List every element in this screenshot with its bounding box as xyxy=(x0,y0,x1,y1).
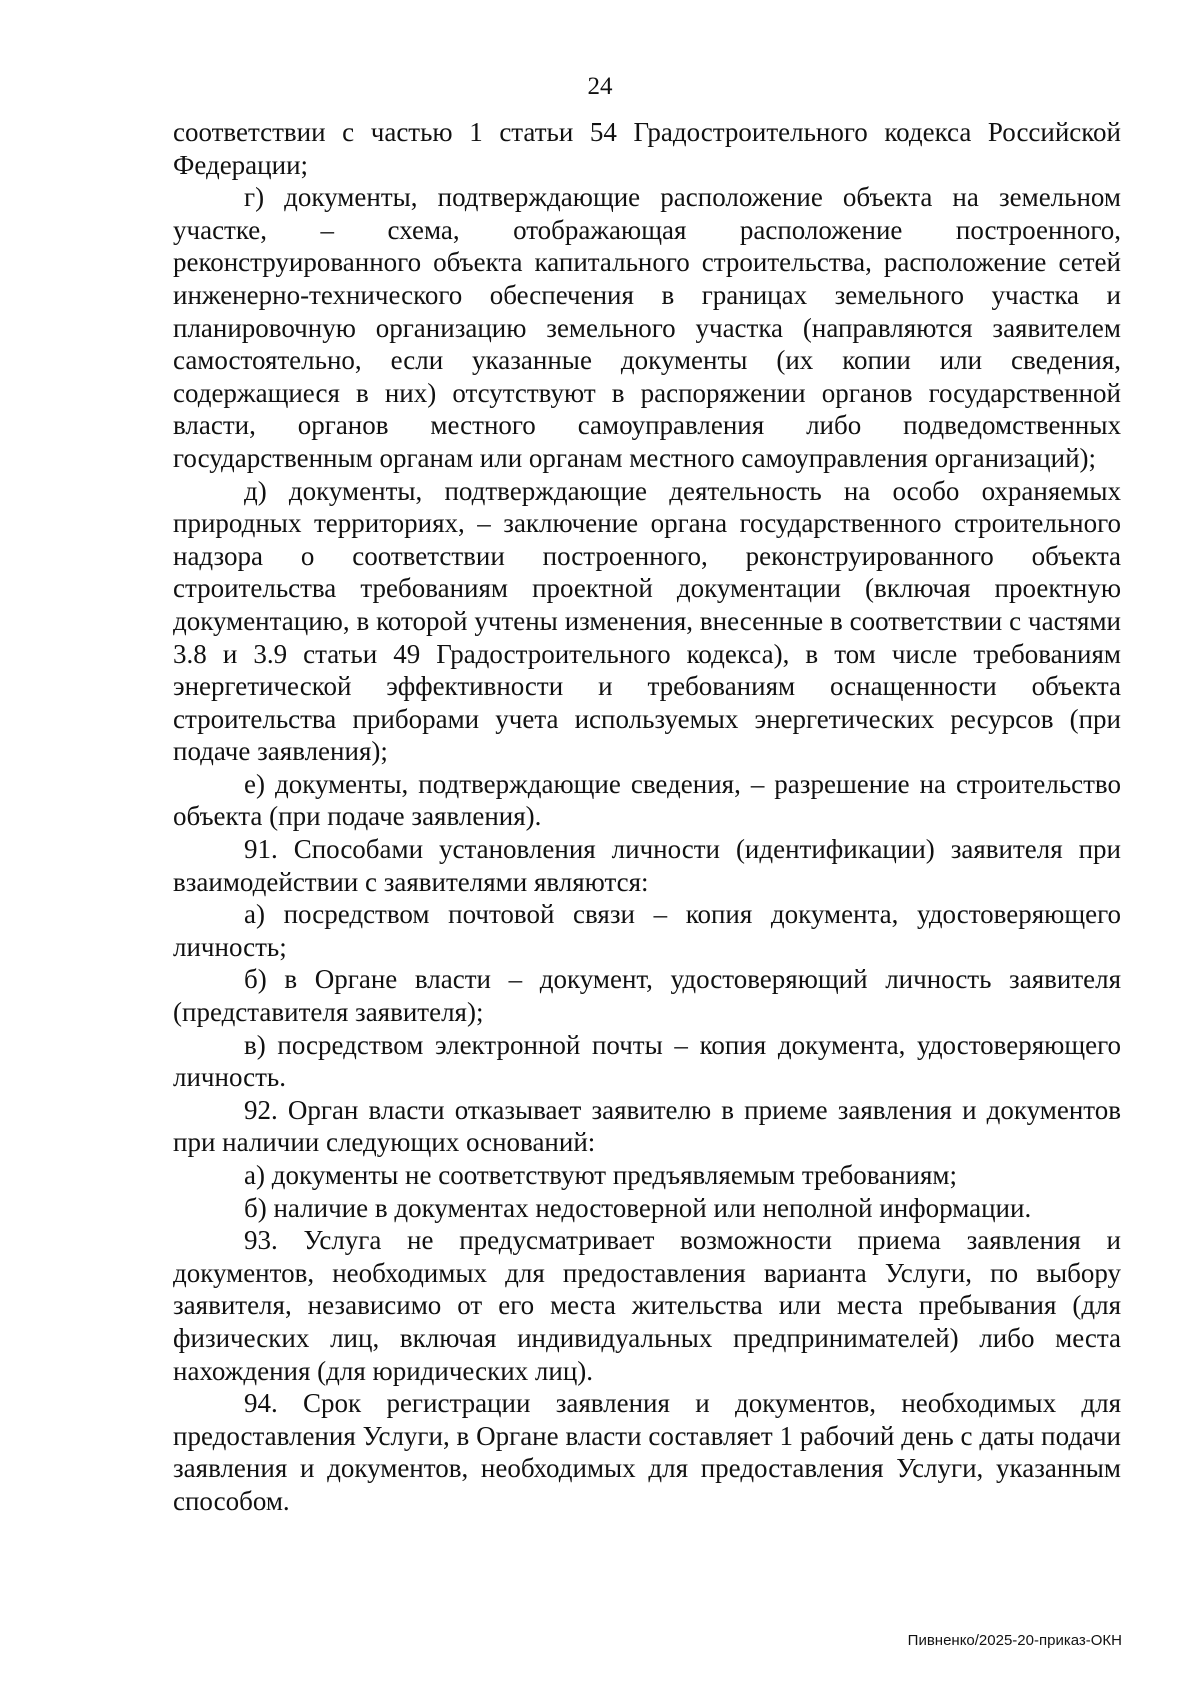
document-footer-code: Пивненко/2025-20-приказ-ОКН xyxy=(907,1632,1122,1649)
paragraph-92: 92. Орган власти отказывает заявителю в приеме заявления и документов при наличии следующих оснований: xyxy=(173,1094,1121,1158)
paragraph-92-b: б) наличие в документах недостоверной или неполной информации. xyxy=(244,1192,1032,1223)
paragraph-item-d: д) документы, подтверждающие деятельность на особо охраняемых природных территориях, – заключение органа государственного строительного надзора о соответствии построенного, реконструированного объекта строительства требованиям проектной документации (включая проектную документацию, в которой учтены изменения, внесенные в соответствии с частями 3.8 и 3.9 статьи 49 Градостроительного кодекса), в том числе требованиям энергетической эффективности и требованиям оснащенности объекта строительства приборами учета используемых энергетических ресурсов (при подаче заявления); xyxy=(173,475,1121,767)
document-body xyxy=(173,116,1121,1518)
paragraph-91-b: б) в Органе власти – документ, удостоверяющий личность заявителя (представителя заявителя); xyxy=(173,964,1121,1028)
paragraph-91: 91. Способами установления личности (идентификации) заявителя при взаимодействии с заявителями являются: xyxy=(173,834,1121,897)
paragraph-91-a: а) посредством почтовой связи – копия документа, удостоверяющего личность; xyxy=(173,899,1121,962)
paragraph-93: 93. Услуга не предусматривает возможности приема заявления и документов, необходимых для предоставления варианта Услуги, по выбору заявителя, независимо от его места жительства или места пребывания (для физических лиц, включая индивидуальных предпринимателей) либо места нахождения (для юридических лиц). xyxy=(173,1225,1121,1386)
paragraph-94: 94. Срок регистрации заявления и документов, необходимых для предоставления Услуги, в Органе власти составляет 1 рабочий день с даты подачи заявления и документов, необходимых для предоставления Услуги, указанным способом. xyxy=(173,1388,1121,1516)
paragraph-continuation: соответствии с частью 1 статьи 54 Градостроительного кодекса Российской Федерации; xyxy=(173,117,1121,180)
paragraph-91-v: в) посредством электронной почты – копия документа, удостоверяющего личность. xyxy=(173,1029,1121,1093)
paragraph-92-a: а) документы не соответствуют предъявляемым требованиям; xyxy=(244,1160,957,1190)
paragraph-item-e: е) документы, подтверждающие сведения, – разрешение на строительство объекта (при подаче заявления). xyxy=(173,768,1121,832)
paragraph-item-g: г) документы, подтверждающие расположение объекта на земельном участке, – схема, отображающая расположение построенного, реконструированного объекта капитального строительства, расположение сетей инженерно-технического обеспечения в границах земельного участка и планировочную организацию земельного участка (направляются заявителем самостоятельно, если указанные документы (их копии или сведения, содержащиеся в них) отсутствуют в распоряжении органов государственной власти, органов местного самоуправления либо подведомственных государственным органам или органам местного самоуправления организаций); xyxy=(173,182,1121,473)
page-number: 24 xyxy=(587,73,613,100)
